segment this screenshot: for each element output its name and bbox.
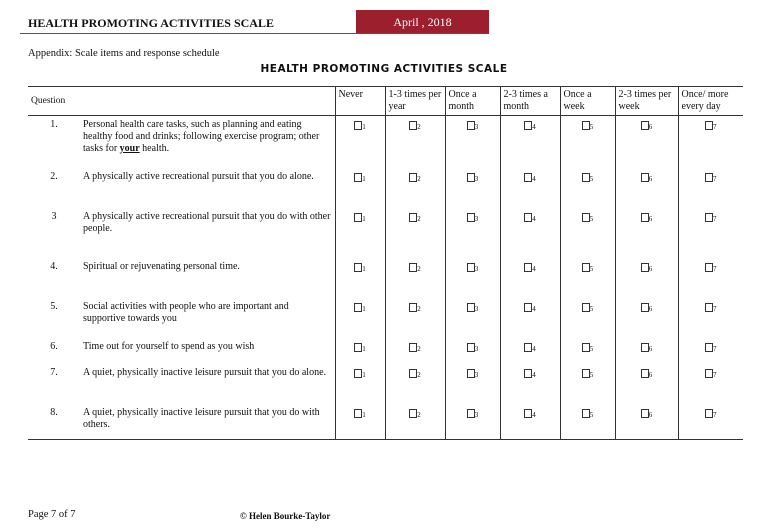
response-number: 6 [648, 174, 653, 183]
response-cell [500, 338, 560, 364]
question-header: Question [28, 87, 80, 116]
question-number: 3 [51, 210, 57, 222]
table-row [28, 116, 743, 168]
response-cell [500, 364, 560, 404]
question-number: 1. [50, 119, 58, 130]
response-cell [678, 116, 743, 168]
question-text-main: Personal health care tasks, such as planning and eating healthy food and drinks; following exercise program; other tasks for [83, 119, 320, 154]
response-cell [335, 298, 385, 338]
response-number: 3 [474, 264, 479, 273]
response-cell [615, 338, 678, 364]
response-number: 1 [362, 174, 366, 183]
column-header: Once a week [560, 87, 615, 116]
column-header: 2-3 times per week [615, 87, 678, 116]
response-checkbox[interactable] [641, 369, 649, 378]
question-text [80, 168, 335, 208]
response-number: 2 [417, 264, 421, 273]
question-text-main: Time out for yourself to spend as you wish [83, 340, 255, 352]
response-cell [678, 208, 743, 258]
response-checkbox[interactable] [467, 263, 475, 272]
response-number: 5 [589, 370, 594, 379]
question-text-main: A physically active recreational pursuit that you do alone. [83, 170, 314, 182]
question-text [80, 116, 335, 168]
response-checkbox[interactable] [582, 343, 590, 352]
table-row [28, 338, 743, 364]
scale-table [28, 86, 743, 440]
response-checkbox[interactable] [467, 173, 475, 182]
response-number: 5 [589, 344, 594, 353]
response-cell [615, 168, 678, 208]
response-cell [445, 404, 500, 440]
response-number: 4 [532, 174, 536, 183]
response-checkbox[interactable] [582, 263, 590, 272]
response-number: 2 [417, 370, 421, 379]
response-cell [335, 364, 385, 404]
response-cell [678, 338, 743, 364]
question-number: 6. [50, 340, 58, 352]
response-checkbox[interactable] [705, 121, 713, 130]
response-number: 4 [532, 123, 536, 131]
response-cell [678, 364, 743, 404]
response-number: 7 [713, 304, 717, 313]
response-cell [615, 116, 678, 168]
question-text-end: health. [139, 143, 170, 154]
response-checkbox[interactable] [582, 173, 590, 182]
response-cell [678, 404, 743, 440]
response-checkbox[interactable] [582, 121, 590, 130]
response-cell [560, 116, 615, 168]
response-checkbox[interactable] [641, 121, 649, 130]
question-text-main: A physically active recreational pursuit that you do with other people. [83, 210, 331, 234]
column-header: 2-3 times a month [500, 87, 560, 116]
response-number: 5 [589, 123, 594, 131]
response-checkbox[interactable] [641, 213, 649, 222]
question-number: 8. [28, 404, 80, 440]
response-number: 4 [532, 304, 536, 313]
response-cell [615, 298, 678, 338]
table-row [28, 364, 743, 404]
response-cell [615, 364, 678, 404]
response-cell [335, 258, 385, 298]
response-number: 6 [648, 264, 653, 273]
response-cell [560, 338, 615, 364]
response-cell [385, 168, 445, 208]
response-checkbox[interactable] [705, 409, 713, 418]
table-row [28, 258, 743, 298]
response-cell [615, 208, 678, 258]
response-checkbox[interactable] [467, 303, 475, 312]
question-text-emphasis: your [119, 143, 140, 154]
response-cell [445, 364, 500, 404]
response-number: 3 [474, 123, 479, 131]
response-number: 1 [362, 410, 366, 419]
response-number: 7 [713, 214, 717, 223]
response-number: 7 [713, 410, 717, 419]
response-cell [335, 404, 385, 440]
response-number: 3 [474, 344, 479, 353]
response-checkbox[interactable] [582, 213, 590, 222]
question-text-main: A quiet, physically inactive leisure pursuit that you do with others. [83, 406, 320, 430]
question-number: 4. [50, 260, 58, 272]
response-number: 4 [532, 410, 536, 419]
question-text-main: Social activities with people who are important and supportive towards you [83, 300, 289, 324]
footer-page-number: Page 7 of 7 [28, 509, 76, 520]
response-number: 2 [417, 304, 421, 313]
response-number: 6 [648, 344, 653, 353]
response-cell [560, 364, 615, 404]
response-checkbox[interactable] [582, 369, 590, 378]
response-number: 5 [589, 174, 594, 183]
response-number: 2 [417, 123, 421, 131]
response-cell [678, 168, 743, 208]
question-text [80, 208, 335, 258]
response-number: 2 [417, 344, 421, 353]
response-cell [335, 168, 385, 208]
response-cell [678, 258, 743, 298]
response-cell [500, 404, 560, 440]
response-number: 3 [474, 214, 479, 223]
response-cell [560, 404, 615, 440]
question-text-main: A quiet, physically inactive leisure pursuit that you do alone. [83, 366, 327, 378]
response-number: 1 [362, 214, 366, 223]
response-number: 3 [474, 410, 479, 419]
response-checkbox[interactable] [467, 369, 475, 378]
response-number: 6 [648, 123, 653, 131]
response-cell [615, 404, 678, 440]
response-cell [500, 208, 560, 258]
response-cell [500, 116, 560, 168]
table-row [28, 404, 743, 440]
appendix-caption: Appendix: Scale items and response schedule [28, 48, 220, 59]
column-header: Once a month [445, 87, 500, 116]
response-number: 2 [417, 214, 421, 223]
response-number: 3 [474, 370, 479, 379]
response-number: 7 [713, 264, 717, 273]
response-cell [678, 298, 743, 338]
response-checkbox[interactable] [705, 263, 713, 272]
response-number: 3 [474, 304, 479, 313]
response-checkbox[interactable] [467, 343, 475, 352]
response-number: 1 [362, 264, 366, 273]
response-cell [445, 116, 500, 168]
response-number: 6 [648, 370, 653, 379]
response-checkbox[interactable] [641, 343, 649, 352]
response-cell [385, 364, 445, 404]
response-number: 1 [362, 123, 366, 131]
response-cell [385, 338, 445, 364]
header-rule [20, 33, 488, 34]
table-row [28, 298, 743, 338]
response-cell [500, 168, 560, 208]
response-number: 6 [648, 214, 653, 223]
response-number: 4 [532, 264, 536, 273]
response-number: 7 [713, 344, 717, 353]
question-text [80, 338, 335, 364]
question-text-main: Spiritual or rejuvenating personal time. [83, 260, 240, 272]
item-header [80, 87, 335, 116]
question-number: 5. [50, 300, 58, 312]
response-checkbox[interactable] [705, 343, 713, 352]
response-number: 7 [713, 123, 717, 131]
response-cell [385, 404, 445, 440]
response-checkbox[interactable] [467, 121, 475, 130]
response-cell [500, 258, 560, 298]
response-cell [560, 298, 615, 338]
response-cell [445, 168, 500, 208]
question-number: 2. [50, 170, 58, 182]
column-header: Once/ more every day [678, 87, 743, 116]
response-number: 5 [589, 214, 594, 223]
response-cell [560, 208, 615, 258]
response-number: 2 [417, 410, 421, 419]
header-date-badge: April , 2018 [356, 10, 489, 34]
response-cell [335, 208, 385, 258]
response-cell [445, 298, 500, 338]
response-cell [560, 168, 615, 208]
question-number: 7. [50, 366, 58, 378]
response-number: 2 [417, 174, 421, 183]
response-cell [385, 298, 445, 338]
response-cell [385, 208, 445, 258]
question-text [80, 404, 335, 440]
table-row [28, 208, 743, 258]
response-number: 4 [532, 344, 536, 353]
response-checkbox[interactable] [705, 173, 713, 182]
header-title: HEALTH PROMOTING ACTIVITIES SCALE [28, 16, 274, 30]
response-checkbox[interactable] [641, 303, 649, 312]
column-header: 1-3 times per year [385, 87, 445, 116]
question-text [80, 298, 335, 338]
response-cell [445, 208, 500, 258]
response-checkbox[interactable] [641, 409, 649, 418]
question-text [80, 258, 335, 298]
footer-copyright: © Helen Bourke-Taylor [240, 511, 331, 521]
response-cell [445, 338, 500, 364]
response-checkbox[interactable] [641, 263, 649, 272]
table-row [28, 168, 743, 208]
response-number: 5 [589, 304, 594, 313]
response-number: 4 [532, 214, 536, 223]
response-cell [335, 116, 385, 168]
column-header: Never [335, 87, 385, 116]
response-number: 6 [648, 410, 653, 419]
table-header-row [28, 87, 743, 116]
response-checkbox[interactable] [705, 303, 713, 312]
response-cell [385, 258, 445, 298]
response-number: 1 [362, 370, 366, 379]
response-checkbox[interactable] [467, 409, 475, 418]
response-number: 1 [362, 304, 366, 313]
response-cell [560, 258, 615, 298]
response-cell [500, 298, 560, 338]
response-number: 1 [362, 344, 366, 353]
response-number: 7 [713, 174, 717, 183]
response-checkbox[interactable] [705, 369, 713, 378]
response-number: 5 [589, 264, 594, 273]
response-number: 5 [589, 410, 594, 419]
response-number: 6 [648, 304, 653, 313]
response-number: 4 [532, 370, 536, 379]
response-cell [445, 258, 500, 298]
question-text [80, 364, 335, 404]
page-header [20, 10, 750, 34]
scale-title: HEALTH PROMOTING ACTIVITIES SCALE [260, 63, 508, 75]
response-number: 3 [474, 174, 479, 183]
response-cell [335, 338, 385, 364]
response-checkbox[interactable] [705, 213, 713, 222]
response-cell [615, 258, 678, 298]
response-number: 7 [713, 370, 717, 379]
response-checkbox[interactable] [582, 303, 590, 312]
response-cell [385, 116, 445, 168]
response-checkbox[interactable] [582, 409, 590, 418]
response-checkbox[interactable] [467, 213, 475, 222]
response-checkbox[interactable] [641, 173, 649, 182]
